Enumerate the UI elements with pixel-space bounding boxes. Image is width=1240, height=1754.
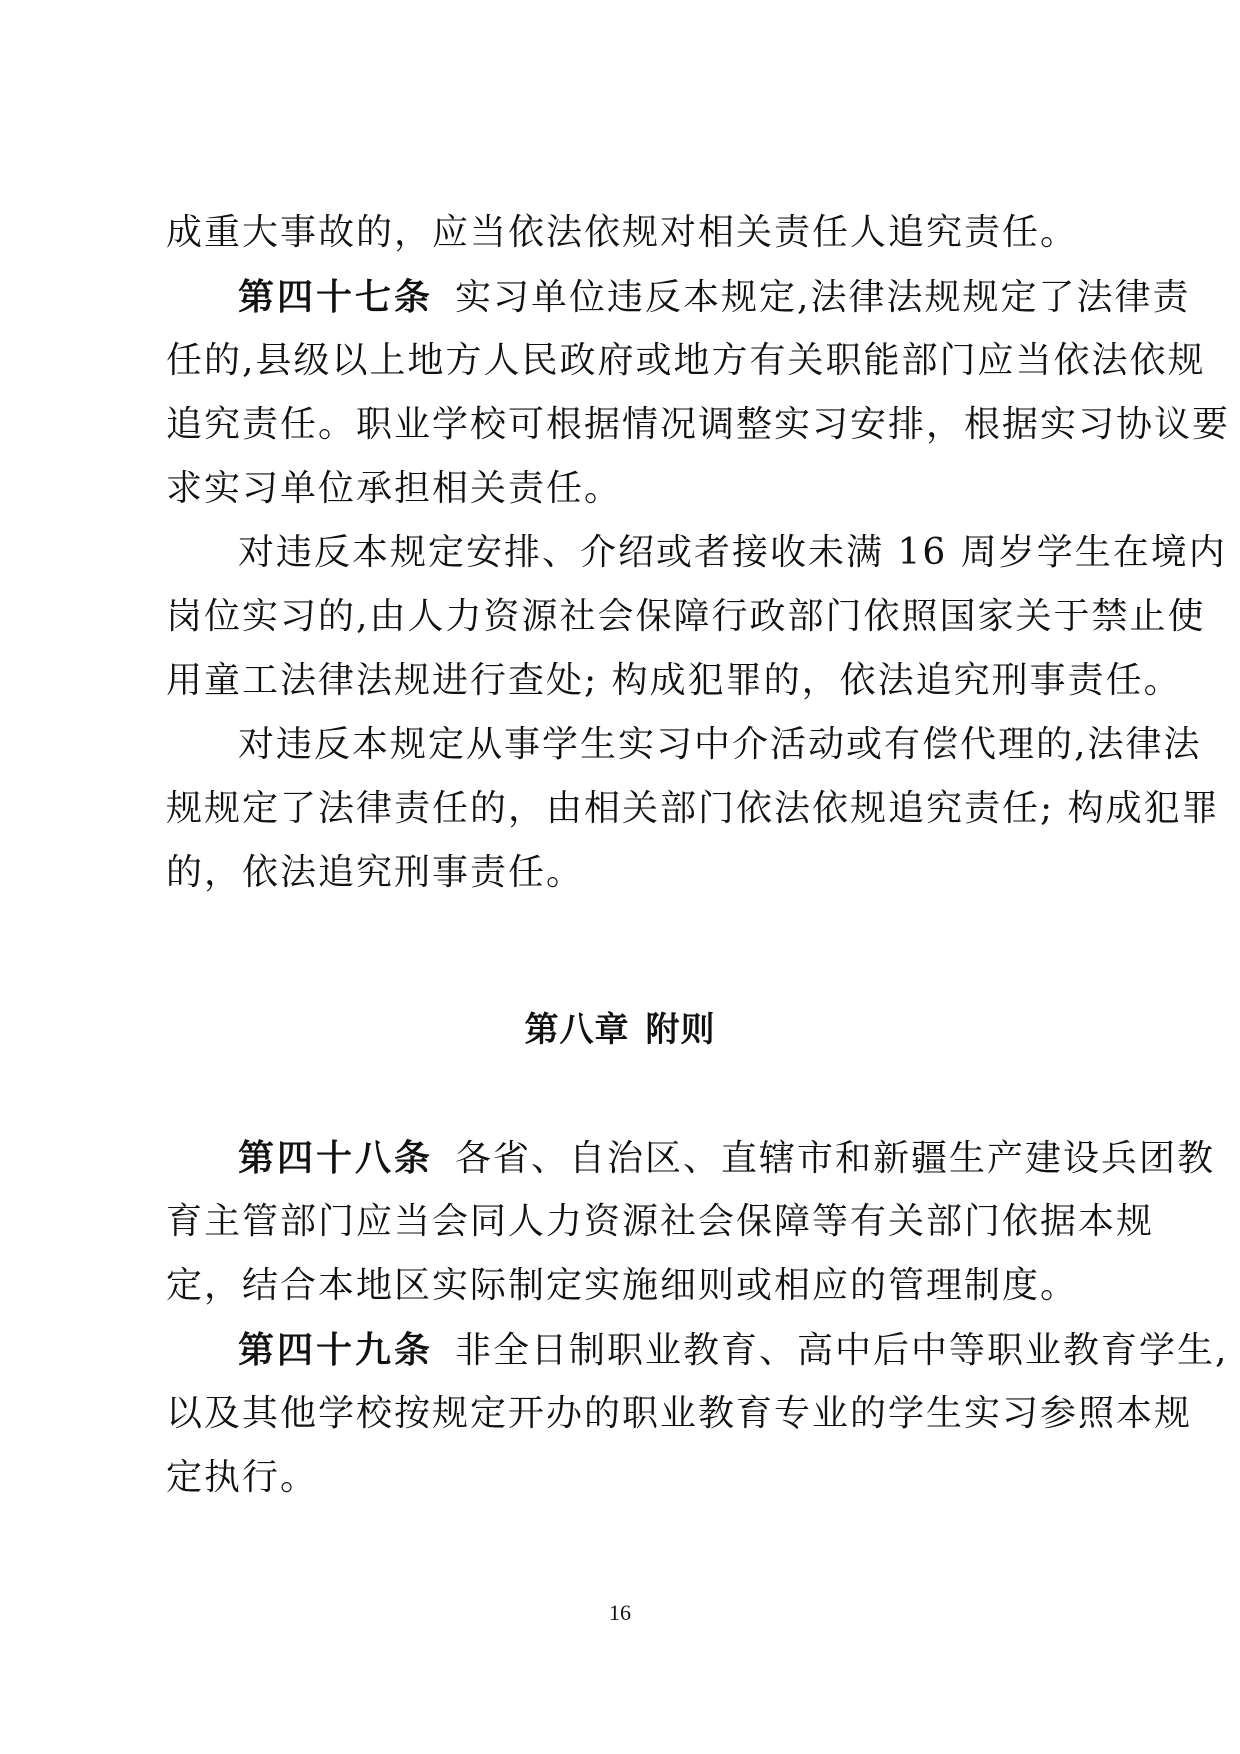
body-text: 任的,县级以上地方人民政府或地方有关职能部门应当依法依规 [166, 340, 1206, 381]
body-text: 追究责任。职业学校可根据情况调整实习安排，根据实习协议要 [166, 404, 1231, 445]
body-line [166, 1392, 1193, 1436]
article-49-text: 非全日制职业教育、高中后中等职业教育学生, [455, 1330, 1229, 1371]
body-line [166, 467, 1090, 511]
body-text: 以及其他学校按规定开办的职业教育专业的学生实习参照本规 [166, 1393, 1193, 1434]
paragraph-first-line [238, 723, 1202, 767]
body-line [166, 211, 1090, 255]
body-line [166, 595, 1206, 639]
body-text: 规规定了法律责任的，由相关部门依法依规追究责任; 构成犯罪 [166, 788, 1220, 829]
body-text: 定执行。 [166, 1457, 319, 1498]
chapter-number: 第八章 [524, 1010, 630, 1050]
chapter-title: 附则 [645, 1010, 716, 1050]
paragraph-first-line [238, 531, 1227, 575]
body-line [166, 403, 1231, 447]
body-text: 的，依法追究刑事责任。 [166, 852, 585, 893]
body-line [166, 1264, 1090, 1308]
article-47-first-line [238, 275, 1191, 320]
article-48-first-line [238, 1136, 1216, 1181]
article-48-heading: 第四十八条 [238, 1137, 434, 1179]
body-text: 用童工法律法规进行查处; 构成犯罪的，依法追究刑事责任。 [166, 660, 1182, 701]
body-text: 成重大事故的，应当依法依规对相关责任人追究责任。 [166, 212, 1079, 253]
body-text: 对违反本规定从事学生实习中介活动或有偿代理的,法律法 [238, 724, 1202, 765]
body-line [166, 787, 1220, 831]
article-49-first-line [238, 1328, 1229, 1373]
body-text: 岗位实习的,由人力资源社会保障行政部门依照国家关于禁止使 [166, 596, 1206, 637]
article-47-text: 实习单位违反本规定,法律法规规定了法律责 [455, 277, 1191, 318]
article-47-heading: 第四十七条 [238, 276, 434, 318]
article-49-heading: 第四十九条 [238, 1329, 434, 1371]
body-line [166, 1200, 1155, 1244]
body-text: 求实习单位承担相关责任。 [166, 468, 623, 509]
body-text: 对违反本规定安排、介绍或者接收未满 16 周岁学生在境内 [238, 532, 1227, 573]
body-line [166, 339, 1206, 383]
body-text: 定，结合本地区实际制定实施细则或相应的管理制度。 [166, 1265, 1079, 1306]
article-48-text: 各省、自治区、直辖市和新疆生产建设兵团教 [455, 1138, 1216, 1179]
chapter-heading [0, 1008, 1240, 1052]
page-number: 16 [609, 1600, 631, 1625]
body-text: 育主管部门应当会同人力资源社会保障等有关部门依据本规 [166, 1201, 1155, 1242]
body-line [166, 659, 1182, 703]
body-line [166, 851, 1090, 895]
body-line [166, 1456, 1090, 1500]
